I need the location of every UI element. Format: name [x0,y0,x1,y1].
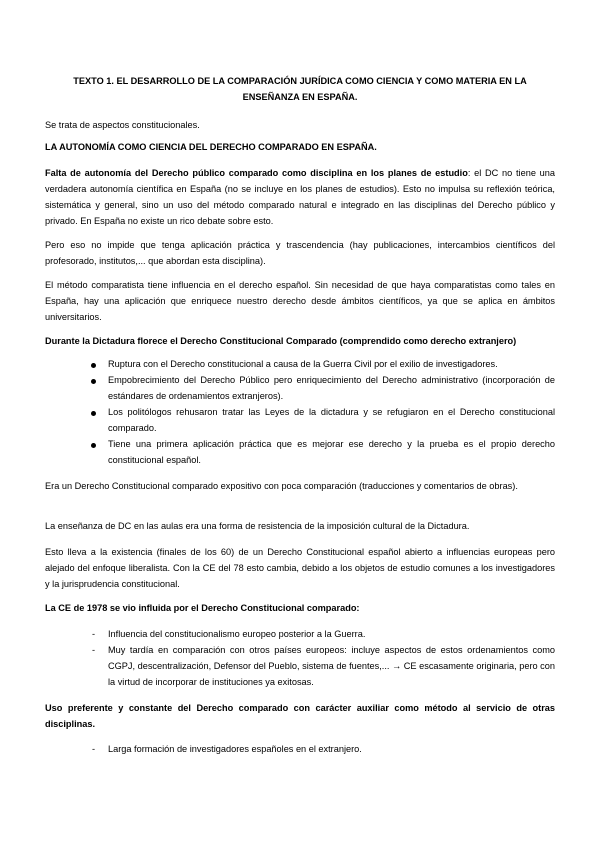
paragraph-expositivo: Era un Derecho Constitucional comparado expositivo con poca comparación (traducciones y comentarios de obras). [45,481,518,491]
bullet-icon [91,379,96,384]
paragraph-autonomy-rest: : el DC no tiene una verdadera autonomía científica en España (no se incluye en los planes de estudios). Esto no impulsa su reflexión teórica, sistemática y general, sino un uso del método comparado natural e integrado en las disciplinas del Derecho público y privado. En España no existe un rico debate sobre esto. [45,168,555,226]
paragraph-finales-60: Esto lleva a la existencia (finales de los 60) de un Derecho Constitucional español abierto a influencias europeas pero alejado del enfoque liberalista. Con la CE del 78 esto cambia, debido a los objetos de estudio comunes a los investigadores y la jurisprudencia constitucional. [45,547,555,589]
dash-marker: - [92,645,96,655]
list-item: Ruptura con el Derecho constitucional a causa de la Guerra Civil por el exilio de investigadores. [108,359,498,369]
list-item: Tiene una primera aplicación práctica que es mejorar ese derecho y la prueba es el propio derecho constitucional español. [108,439,555,465]
list-item: Empobrecimiento del Derecho Público pero enriquecimiento del Derecho administrativo (incorporación de estándares de ordenamientos extranjeros). [108,375,555,401]
paragraph-practical: Pero eso no impide que tenga aplicación práctica y trascendencia (hay publicaciones, intercambios científicos del profesorado, institutos,... que abordan esta disciplina). [45,240,555,266]
dash-marker: - [92,744,96,754]
document-title: TEXTO 1. EL DESARROLLO DE LA COMPARACIÓN JURÍDICA COMO CIENCIA Y COMO MATERIA EN LA ENSEÑANZA EN ESPAÑA. [73,76,527,102]
list-item: Larga formación de investigadores españoles en el extranjero. [108,744,362,754]
bullet-icon [91,443,96,448]
bullet-icon [91,411,96,416]
ce-heading: La CE de 1978 se vio influida por el Derecho Constitucional comparado: [45,603,360,613]
list-item: Los politólogos rehusaron tratar las Leyes de la dictadura y se refugiaron en el Derecho constitucional comparado. [108,407,555,433]
dictadura-heading: Durante la Dictadura florece el Derecho Constitucional Comparado (comprendido como derecho extranjero) [45,336,517,346]
paragraph-ensenanza: La enseñanza de DC en las aulas era una forma de resistencia de la imposición cultural de la Dictadura. [45,521,470,531]
dash-marker: - [92,629,96,639]
paragraph-method: El método comparatista tiene influencia en el derecho español. Sin necesidad de que haya comparatistas como tales en España, hay una aplicación que enriquece nuestro derecho desde ámbitos científicos, ya que se aplica en ámbitos universitarios. [45,280,555,322]
paragraph-autonomy [45,165,555,229]
uso-heading: Uso preferente y constante del Derecho comparado con carácter auxiliar como método al servicio de otras disciplinas. [45,703,555,729]
bullet-icon [91,363,96,368]
list-item: Muy tardía en comparación con otros países europeos: incluye aspectos de estos ordenamientos como CGPJ, descentralización, Defensor del Pueblo, sistema de fuentes,... → CE escasamente originaria, pero con la virtud de incorporar de instituciones ya exitosas. [108,645,555,687]
intro-text: Se trata de aspectos constitucionales. [45,120,200,130]
list-item: Influencia del constitucionalismo europeo posterior a la Guerra. [108,629,366,639]
paragraph-autonomy-bold: Falta de autonomía del Derecho público comparado como disciplina en los planes de estudio [45,168,468,178]
section-heading: LA AUTONOMÍA COMO CIENCIA DEL DERECHO COMPARADO EN ESPAÑA. [45,142,377,152]
